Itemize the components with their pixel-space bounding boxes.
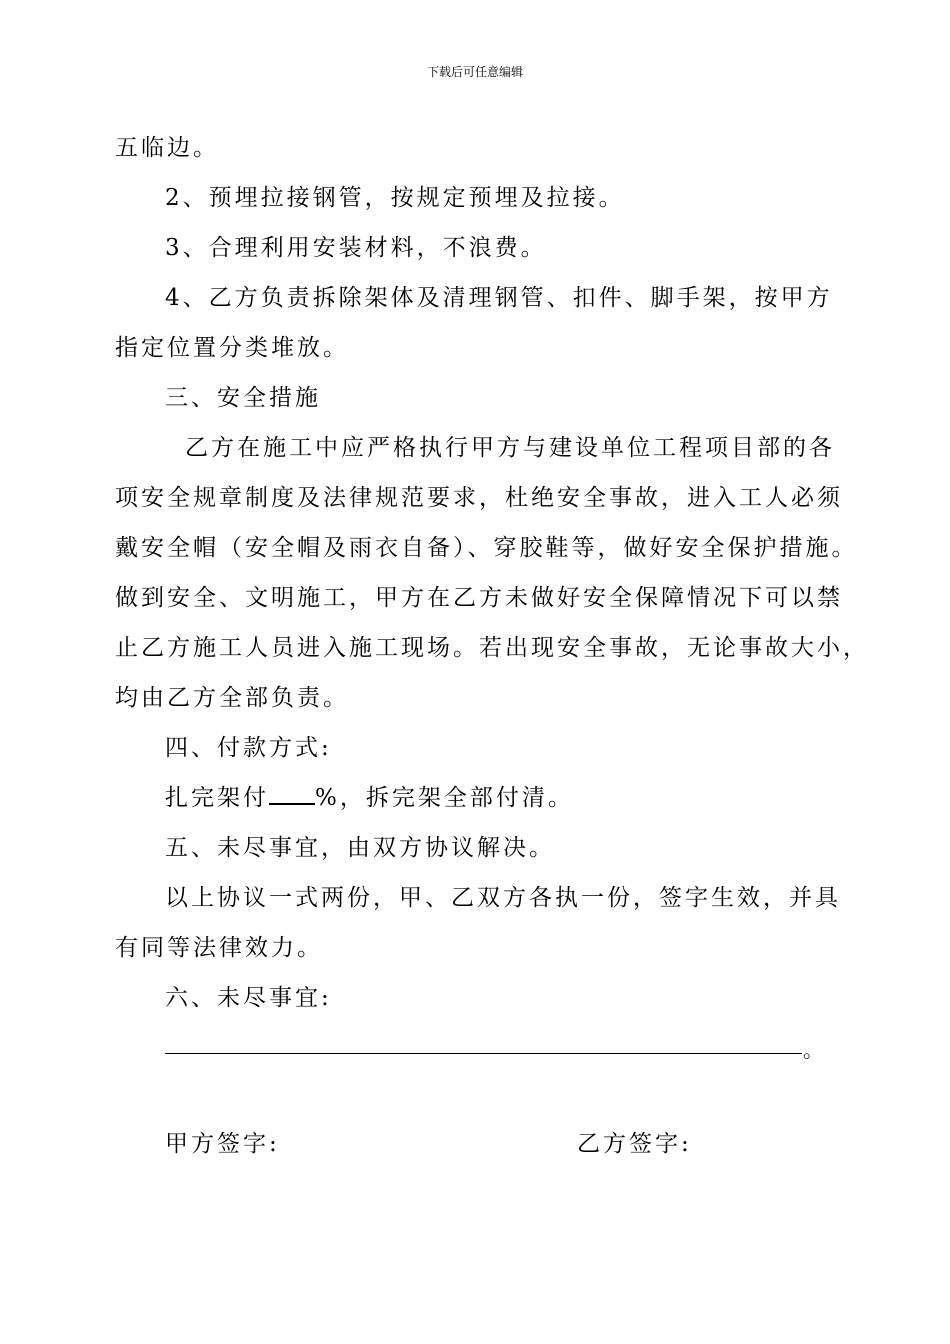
text-line: 均由乙方全部负责。 [115,685,349,711]
signature-party-a: 甲方签字: [165,1131,280,1157]
text-line: 五临边。 [115,135,219,161]
clause-2: 2、预埋拉接钢管，按规定预埋及拉接。 [165,185,625,211]
text-line: 乙方在施工中应严格执行甲方与建设单位工程项目部的各 [185,435,835,461]
payment-line [165,783,574,813]
text-line: 指定位置分类堆放。 [115,335,349,361]
text-line: 做到安全、文明施工，甲方在乙方未做好安全保障情况下可以禁 [115,585,843,611]
payment-before: 扎完架付 [165,785,269,811]
text-line: 止乙方施工人员进入施工现场。若出现安全事故，无论事故大小， [115,635,869,661]
rule-end-mark: 。 [803,1038,823,1062]
payment-after: %，拆完架全部付清。 [315,785,574,811]
text-line: 以上协议一式两份，甲、乙双方各执一份，签字生效，并具 [165,885,841,911]
signature-party-b: 乙方签字: [577,1131,692,1157]
clause-3: 3、合理利用安装材料，不浪费。 [165,235,547,261]
payment-percent-blank[interactable] [269,783,315,805]
text-line: 有同等法律效力。 [115,935,323,961]
text-line: 项安全规章制度及法律规范要求，杜绝安全事故，进入工人必须 [115,485,843,511]
text-line: 戴安全帽（安全帽及雨衣自备）、穿胶鞋等，做好安全保护措施。 [115,535,858,561]
page-header: 下载后可任意编辑 [426,65,523,79]
section-heading-payment: 四、付款方式: [165,735,332,761]
clause-4: 4、乙方负责拆除架体及清理钢管、扣件、脚手架，按甲方 [165,285,833,311]
section-heading-safety: 三、安全措施 [165,385,321,411]
fill-in-rule[interactable] [165,1053,802,1054]
section-heading-misc: 五、未尽事宜，由双方协议解决。 [165,835,555,861]
section-heading-other: 六、未尽事宜: [165,985,332,1011]
